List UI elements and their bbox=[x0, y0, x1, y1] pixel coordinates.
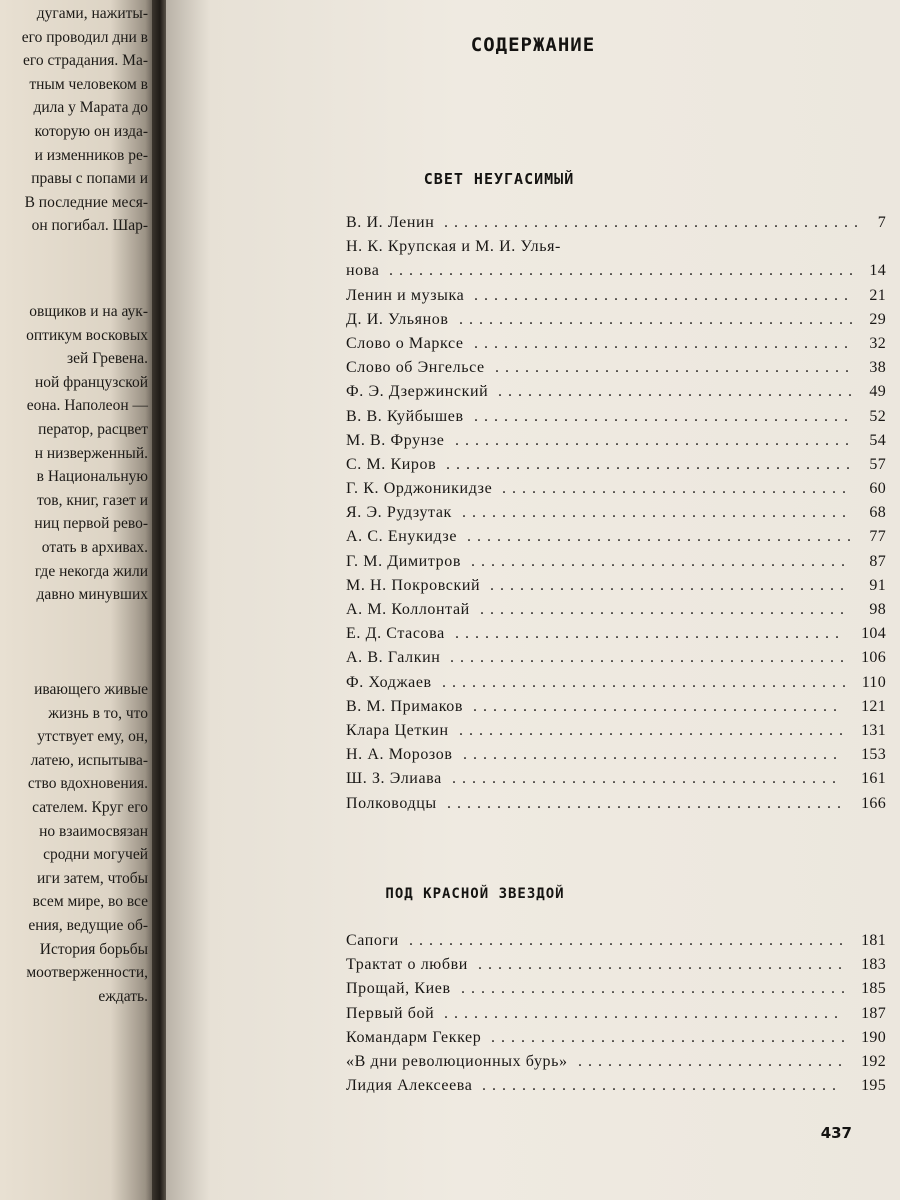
toc-entry-title: Д. И. Ульянов bbox=[346, 310, 449, 328]
toc-entry-title: М. В. Фрунзе bbox=[346, 431, 445, 449]
toc-entry bbox=[346, 601, 886, 625]
left-page-line: дугами, нажиты- bbox=[36, 5, 148, 22]
toc-entry bbox=[346, 214, 886, 238]
toc-entry bbox=[346, 770, 886, 794]
toc-leader-dots: .................................... bbox=[482, 1077, 842, 1095]
toc-entry-page: 68 bbox=[869, 504, 886, 522]
toc-entry-page: 187 bbox=[861, 1004, 886, 1022]
toc-entry-title: Командарм Геккер bbox=[346, 1028, 482, 1046]
toc-leader-dots: ........................................ bbox=[447, 794, 847, 812]
toc-entry bbox=[346, 1077, 886, 1101]
left-page-line: ения, ведущие об- bbox=[28, 916, 148, 934]
section-heading-1: СВЕТ НЕУГАСИМЫЙ bbox=[423, 170, 575, 188]
toc-entry-title: А. В. Галкин bbox=[346, 649, 441, 667]
toc-entry-title: Первый бой bbox=[346, 1004, 435, 1022]
toc-entry bbox=[346, 553, 886, 577]
toc-entry-title: Ф. Э. Дзержинский bbox=[346, 383, 489, 401]
toc-entry-title: Трактат о любви bbox=[346, 956, 468, 974]
left-page-line: ство вдохновения. bbox=[27, 775, 148, 793]
toc-entry-title: Ф. Ходжаев bbox=[346, 673, 432, 691]
toc-entry-page: 104 bbox=[861, 625, 886, 643]
toc-leader-dots: ........................................ bbox=[450, 649, 850, 667]
toc-entry-page: 110 bbox=[861, 673, 886, 691]
left-page-line: тным человеком в bbox=[29, 75, 148, 93]
toc-entry-title: Ш. З. Элиава bbox=[346, 770, 442, 788]
left-page-line: ной французской bbox=[34, 373, 148, 391]
toc-entry bbox=[346, 746, 886, 770]
left-page-line: правы с попами и bbox=[31, 170, 148, 188]
toc-entry-page: 91 bbox=[869, 576, 886, 594]
toc-entry-title: Слово о Марксе bbox=[346, 334, 464, 352]
toc-leader-dots: .................................... bbox=[498, 383, 858, 401]
toc-leader-dots: ...................................... bbox=[474, 407, 854, 425]
left-page-line: История борьбы bbox=[39, 940, 148, 958]
left-page-text-block-bottom bbox=[0, 678, 148, 1008]
left-page-line: он погибал. Шар- bbox=[31, 217, 148, 235]
left-page-line: жизнь в то, что bbox=[48, 704, 148, 722]
toc-entry bbox=[346, 432, 886, 456]
left-page-line: его проводил дни в bbox=[21, 28, 148, 46]
left-page-line: дила у Марата до bbox=[33, 99, 148, 117]
toc-list-section-2 bbox=[346, 932, 886, 1101]
page-number: 437 bbox=[820, 1124, 852, 1142]
left-page-line: В последние меся- bbox=[24, 193, 148, 211]
toc-entry bbox=[346, 722, 886, 746]
left-page-line: его страдания. Ма- bbox=[22, 52, 148, 70]
toc-entry bbox=[346, 383, 886, 407]
left-page-text-block-top bbox=[0, 2, 148, 238]
left-page-line: в Национальную bbox=[36, 468, 148, 486]
toc-entry-page: 7 bbox=[877, 214, 886, 231]
toc-entry-page: 49 bbox=[869, 383, 886, 401]
toc-leader-dots: ....................................... bbox=[467, 528, 857, 546]
toc-entry-title: Слово об Энгельсе bbox=[346, 359, 485, 377]
toc-leader-dots: ............................................... bbox=[389, 262, 859, 280]
left-page-line: иги затем, чтобы bbox=[36, 869, 148, 887]
left-page-text-block-middle bbox=[0, 300, 148, 607]
toc-entry bbox=[346, 408, 886, 432]
toc-entry-title: нова bbox=[346, 262, 380, 280]
toc-entry-title: Г. К. Орджоникидзе bbox=[346, 480, 493, 498]
left-page-line: где некогда жили bbox=[34, 562, 148, 580]
left-page-line: ператор, расцвет bbox=[38, 420, 148, 438]
toc-entry-page: 14 bbox=[869, 262, 886, 280]
toc-entry bbox=[346, 932, 886, 956]
toc-leader-dots: ....................................... bbox=[461, 980, 851, 998]
page-title: СОДЕРЖАНИЕ bbox=[470, 34, 596, 56]
toc-leader-dots: ..................................... bbox=[478, 956, 848, 974]
toc-leader-dots: ........................................ bbox=[444, 1004, 844, 1022]
toc-leader-dots: .................................... bbox=[491, 1028, 851, 1046]
toc-entry bbox=[346, 335, 886, 359]
toc-leader-dots: ............................................ bbox=[409, 932, 849, 949]
toc-entry bbox=[346, 1029, 886, 1053]
left-page-line: зей Гревена. bbox=[67, 350, 148, 368]
toc-entry-page: 131 bbox=[861, 721, 886, 739]
left-page-line: еона. Наполеон — bbox=[26, 397, 148, 415]
left-page-line: ниц первой рево- bbox=[34, 515, 148, 533]
toc-entry-page: 77 bbox=[869, 528, 886, 546]
toc-entry-title: Ленин и музыка bbox=[346, 286, 465, 304]
toc-entry-title: Лидия Алексеева bbox=[346, 1077, 473, 1095]
left-page-line: сродни могучей bbox=[43, 846, 148, 864]
toc-entry bbox=[346, 625, 886, 649]
toc-entry bbox=[346, 238, 886, 262]
toc-entry bbox=[346, 649, 886, 673]
toc-leader-dots: ...................................... bbox=[474, 286, 854, 304]
toc-entry bbox=[346, 359, 886, 383]
left-page-line: ивающего живые bbox=[34, 681, 148, 698]
toc-leader-dots: .......................................... bbox=[444, 214, 864, 231]
toc-entry bbox=[346, 1005, 886, 1029]
toc-leader-dots: ....................................... bbox=[462, 504, 852, 522]
toc-leader-dots: ..................................... bbox=[473, 697, 843, 715]
toc-entry bbox=[346, 577, 886, 601]
right-page bbox=[166, 0, 900, 1200]
left-page-line: всем мире, во все bbox=[32, 893, 148, 911]
toc-entry-title: В. В. Куйбышев bbox=[346, 407, 464, 425]
toc-leader-dots: ......................................... bbox=[442, 673, 852, 691]
toc-entry bbox=[346, 262, 886, 286]
toc-entry-title: В. И. Ленин bbox=[346, 214, 435, 231]
toc-entry bbox=[346, 674, 886, 698]
toc-list-section-1 bbox=[346, 214, 886, 819]
toc-entry-page: 161 bbox=[861, 770, 886, 788]
toc-entry-title: А. М. Коллонтай bbox=[346, 601, 470, 618]
toc-leader-dots: .................................... bbox=[495, 359, 855, 377]
left-page-line: давно минувших bbox=[36, 586, 148, 604]
toc-entry bbox=[346, 480, 886, 504]
left-page-line: утствует ему, он, bbox=[37, 728, 148, 746]
toc-entry-title: «В дни революционных бурь» bbox=[346, 1052, 568, 1070]
section-heading-2: ПОД КРАСНОЙ ЗВЕЗДОЙ bbox=[385, 886, 565, 902]
toc-entry-page: 32 bbox=[869, 334, 886, 352]
toc-leader-dots: .................................... bbox=[490, 576, 850, 594]
toc-entry bbox=[346, 504, 886, 528]
toc-entry bbox=[346, 795, 886, 819]
toc-entry-page: 52 bbox=[869, 407, 886, 425]
toc-entry bbox=[346, 528, 886, 552]
left-page-line: тов, книг, газет и bbox=[36, 491, 148, 509]
toc-entry-title: Н. К. Крупская и М. И. Улья- bbox=[346, 238, 561, 256]
toc-leader-dots: ........................................ bbox=[459, 310, 859, 328]
toc-leader-dots: ..................................... bbox=[480, 601, 850, 618]
toc-entry bbox=[346, 1053, 886, 1077]
left-page-line: которую он изда- bbox=[34, 122, 148, 140]
toc-leader-dots: ....................................... bbox=[452, 770, 842, 788]
toc-entry-title: А. С. Енукидзе bbox=[346, 528, 458, 546]
toc-entry-page: 87 bbox=[869, 552, 886, 570]
toc-entry bbox=[346, 287, 886, 311]
left-page-line: еждать. bbox=[98, 987, 148, 1005]
toc-entry-page: 185 bbox=[861, 980, 886, 998]
toc-entry bbox=[346, 311, 886, 335]
toc-entry-title: Сапоги bbox=[346, 932, 399, 949]
toc-entry-page: 190 bbox=[861, 1028, 886, 1046]
toc-entry-page: 195 bbox=[861, 1077, 886, 1095]
left-page-line: оптикум восковых bbox=[26, 326, 148, 344]
toc-leader-dots: ...................................... bbox=[474, 334, 854, 352]
toc-entry-title: Г. М. Димитров bbox=[346, 552, 461, 570]
toc-entry bbox=[346, 698, 886, 722]
toc-entry-page: 181 bbox=[861, 932, 886, 949]
toc-leader-dots: ....................................... bbox=[455, 625, 845, 643]
left-page-line: н низверженный. bbox=[34, 444, 148, 462]
toc-leader-dots: ................................... bbox=[502, 480, 852, 498]
left-page-line: овщиков и на аук- bbox=[29, 303, 148, 320]
toc-entry-title: С. М. Киров bbox=[346, 455, 437, 473]
toc-entry-page: 192 bbox=[861, 1052, 886, 1070]
toc-leader-dots: ....................................... bbox=[459, 721, 849, 739]
toc-leader-dots: ........................... bbox=[578, 1052, 848, 1070]
toc-entry-title: В. М. Примаков bbox=[346, 697, 464, 715]
toc-entry bbox=[346, 980, 886, 1004]
toc-entry-title: Полководцы bbox=[346, 794, 437, 812]
toc-entry-title: Прощай, Киев bbox=[346, 980, 451, 998]
left-page-line: но взаимосвязан bbox=[39, 822, 148, 840]
toc-entry-page: 38 bbox=[869, 359, 886, 377]
left-page-line: и изменников ре- bbox=[34, 146, 148, 164]
toc-entry-page: 57 bbox=[869, 455, 886, 473]
toc-leader-dots: ........................................ bbox=[455, 431, 855, 449]
toc-entry-page: 98 bbox=[869, 601, 886, 618]
toc-entry-page: 153 bbox=[861, 746, 886, 764]
toc-leader-dots: ...................................... bbox=[471, 552, 851, 570]
left-page-line: латею, испытыва- bbox=[30, 751, 148, 769]
toc-entry-title: Я. Э. Рудзутак bbox=[346, 504, 452, 522]
left-page-line: сателем. Круг его bbox=[32, 798, 148, 816]
toc-entry-page: 183 bbox=[861, 956, 886, 974]
toc-entry-page: 60 bbox=[869, 480, 886, 498]
toc-entry-page: 29 bbox=[869, 310, 886, 328]
toc-entry-title: М. Н. Покровский bbox=[346, 576, 481, 594]
toc-entry bbox=[346, 956, 886, 980]
toc-entry-page: 21 bbox=[869, 286, 886, 304]
left-page-line: отать в архивах. bbox=[41, 538, 148, 556]
toc-entry-page: 106 bbox=[861, 649, 886, 667]
toc-entry bbox=[346, 456, 886, 480]
toc-entry-title: Клара Цеткин bbox=[346, 721, 449, 739]
left-page-line: моотверженности, bbox=[26, 964, 148, 982]
toc-entry-title: Е. Д. Стасова bbox=[346, 625, 445, 643]
toc-entry-title: Н. А. Морозов bbox=[346, 746, 453, 764]
toc-entry-page: 166 bbox=[861, 794, 886, 812]
toc-leader-dots: ......................................... bbox=[446, 455, 856, 473]
toc-leader-dots: ...................................... bbox=[463, 746, 843, 764]
toc-entry-page: 121 bbox=[861, 697, 886, 715]
toc-entry-page: 54 bbox=[869, 431, 886, 449]
